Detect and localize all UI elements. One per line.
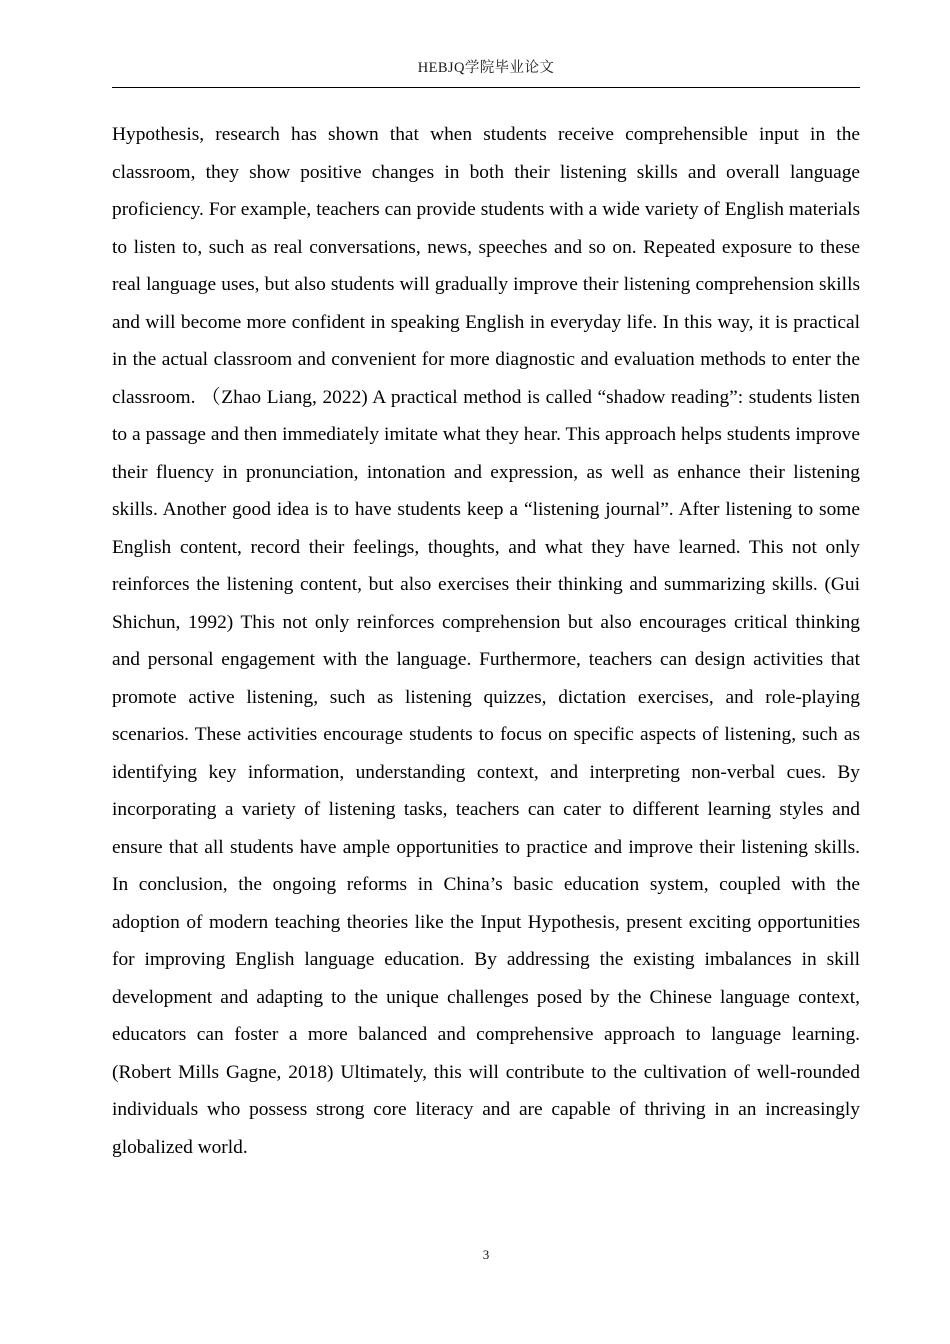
page-footer <box>112 1246 860 1264</box>
document-body <box>112 116 860 1166</box>
page-number: 3 <box>482 1247 490 1262</box>
running-header <box>112 58 860 90</box>
running-header-title: HEBJQ学院毕业论文 <box>417 60 555 76</box>
body-paragraph: Hypothesis, research has shown that when students receive comprehensible input in the classroom, they show positive changes in both their listening skills and overall language proficiency. For example, teachers can provide students with a wide variety of English materials to listen to, such as real conversations, news, speeches and so on. Repeated exposure to these real language uses, but also students will gradually improve their listening comprehension skills and will become more confident in speaking English in everyday life. In this way, it is practical in the actual classroom and convenient for more diagnostic and evaluation methods to enter the classroom. （Zhao Liang, 2022) A practical method is called “shadow reading”: students listen to a passage and then immediately imitate what they hear. This approach helps students improve their fluency in pronunciation, intonation and expression, as well as enhance their listening skills. Another good idea is to have students keep a “listening journal”. After listening to some English content, record their feelings, thoughts, and what they have learned. This not only reinforces the listening content, but also exercises their thinking and summarizing skills. (Gui Shichun, 1992) This not only reinforces comprehension but also encourages critical thinking and personal engagement with the language. Furthermore, teachers can design activities that promote active listening, such as listening quizzes, dictation exercises, and role-playing scenarios. These activities encourage students to focus on specific aspects of listening, such as identifying key information, understanding context, and interpreting non-verbal cues. By incorporating a variety of listening tasks, teachers can cater to different learning styles and ensure that all students have ample opportunities to practice and improve their listening skills. In conclusion, the ongoing reforms in China’s basic education system, coupled with the adoption of modern teaching theories like the Input Hypothesis, present exciting opportunities for improving English language education. By addressing the existing imbalances in skill development and adapting to the unique challenges posed by the Chinese language context, educators can foster a more balanced and comprehensive approach to language learning. (Robert Mills Gagne, 2018) Ultimately, this will contribute to the cultivation of well-rounded individuals who possess strong core literacy and are capable of thriving in an increasingly globalized world. <box>112 124 860 1158</box>
header-divider <box>112 87 860 88</box>
